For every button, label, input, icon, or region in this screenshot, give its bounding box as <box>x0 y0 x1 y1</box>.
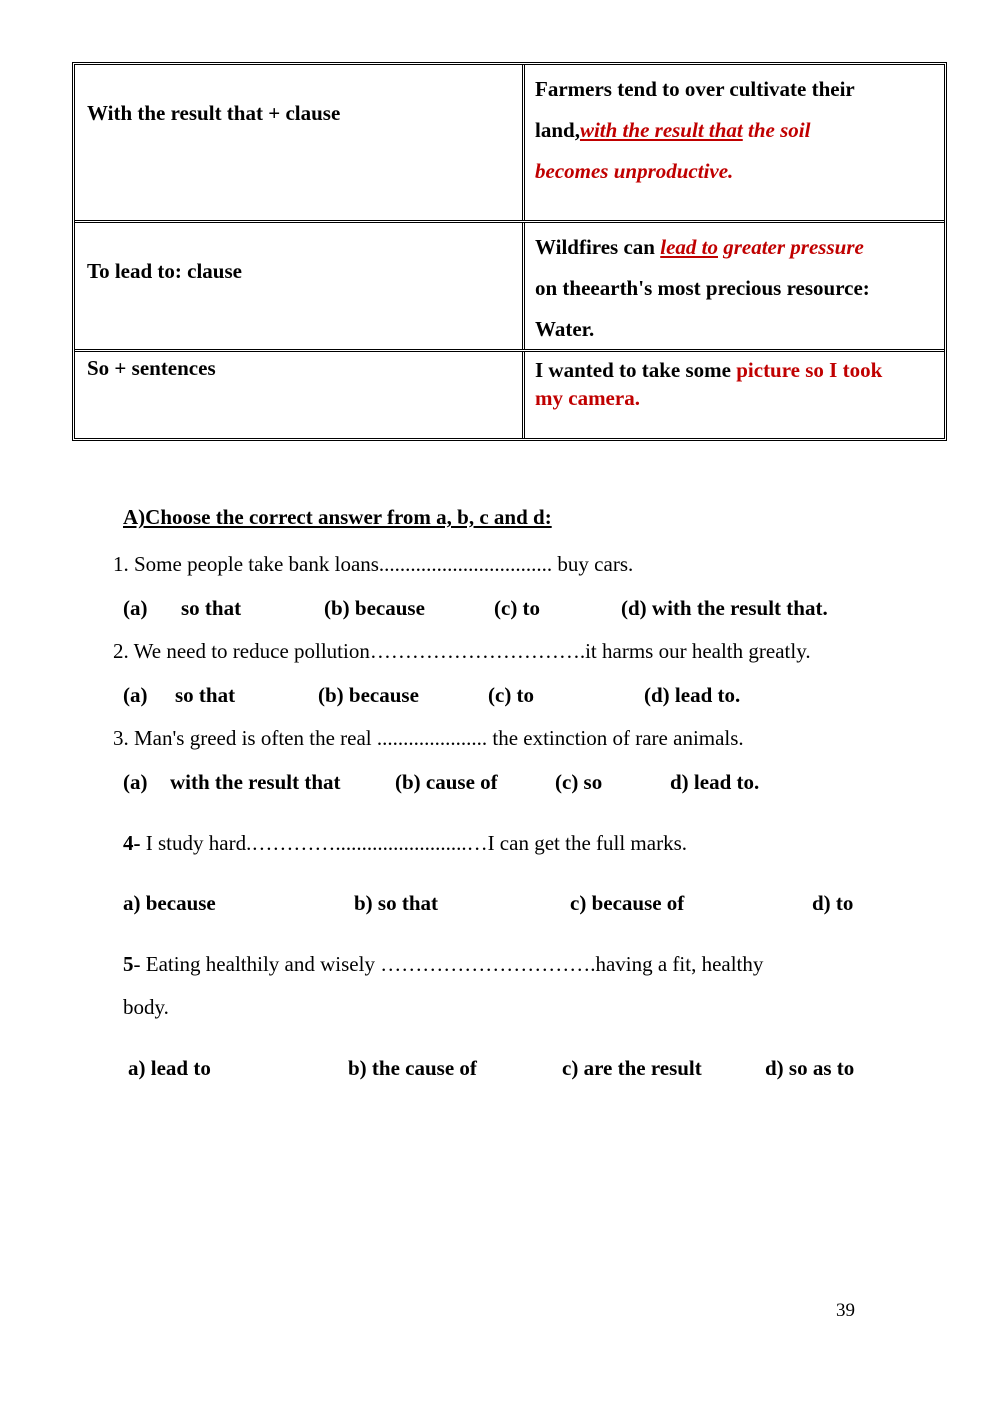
question-5-continued: body. <box>123 995 169 1019</box>
question-text: I study hard.………….........................…I can get the full marks. <box>140 831 687 855</box>
structure-cell: So + sentences <box>75 352 525 438</box>
question-5 <box>123 952 763 977</box>
option: (c) to <box>494 596 541 620</box>
highlighted-phrase: greater pressure <box>717 235 864 259</box>
option: (b) cause of <box>395 770 498 794</box>
highlighted-phrase: becomes unproductive. <box>535 159 734 183</box>
option: a) because <box>123 891 216 915</box>
example-text <box>535 110 934 151</box>
example-text: land, <box>535 118 580 142</box>
example-cell <box>525 352 944 438</box>
option: (a) <box>123 683 148 707</box>
option: b) the cause of <box>348 1056 477 1080</box>
option: d) so as to <box>765 1056 855 1080</box>
exercise-heading: A)Choose the correct answer from a, b, c and d: <box>123 505 552 529</box>
option: (d) with the result that. <box>621 596 828 620</box>
page-number: 39 <box>836 1300 855 1321</box>
option: c) because of <box>570 891 685 915</box>
option: a) lead to <box>128 1056 211 1080</box>
example-text: Water. <box>535 317 595 341</box>
question-1: 1. Some people take bank loans................................. buy cars. <box>113 552 634 576</box>
option: (d) lead to. <box>644 683 741 707</box>
question-number: 5 <box>123 952 134 976</box>
question-4 <box>123 831 687 856</box>
table-row <box>75 65 944 223</box>
question-text: - Eating healthily and wisely ………………………….having a fit, healthy <box>133 952 764 976</box>
option: so that <box>181 596 242 620</box>
highlighted-phrase: the soil <box>742 118 811 142</box>
option: (b) because <box>318 683 419 707</box>
option: so that <box>175 683 236 707</box>
option: with the result that <box>170 770 341 794</box>
option: (b) because <box>324 596 425 620</box>
example-text <box>535 356 934 384</box>
example-text <box>535 227 934 268</box>
example-text: on theearth's most precious resource: <box>535 276 870 300</box>
option: (c) to <box>488 683 535 707</box>
option: b) so that <box>354 891 439 915</box>
highlighted-phrase: my camera. <box>535 386 640 410</box>
example-cell <box>525 223 944 349</box>
table-row <box>75 352 944 438</box>
structure-cell: With the result that + clause <box>75 65 525 220</box>
question-2: 2. We need to reduce pollution………………………….it harms our health greatly. <box>113 639 811 663</box>
grammar-table <box>72 62 947 441</box>
question-3: 3. Man's greed is often the real ..................... the extinction of rare animals. <box>113 726 744 750</box>
highlighted-phrase: lead to <box>660 235 718 259</box>
example-text: Farmers tend to over cultivate their <box>535 77 855 101</box>
highlighted-phrase: with the result that <box>579 118 743 142</box>
option: d) lead to. <box>670 770 760 794</box>
option: c) are the result <box>562 1056 702 1080</box>
option: (a) <box>123 770 148 794</box>
structure-cell: To lead to: clause <box>75 223 525 349</box>
table-row <box>75 223 944 352</box>
option: d) to <box>812 891 854 915</box>
option: (a) <box>123 596 148 620</box>
example-cell <box>525 65 944 220</box>
highlighted-phrase: picture so I took <box>736 358 883 382</box>
example-text: I wanted to take some <box>535 358 737 382</box>
question-number: 4- <box>123 831 141 855</box>
example-text: Wildfires can <box>535 235 661 259</box>
option: (c) so <box>555 770 603 794</box>
